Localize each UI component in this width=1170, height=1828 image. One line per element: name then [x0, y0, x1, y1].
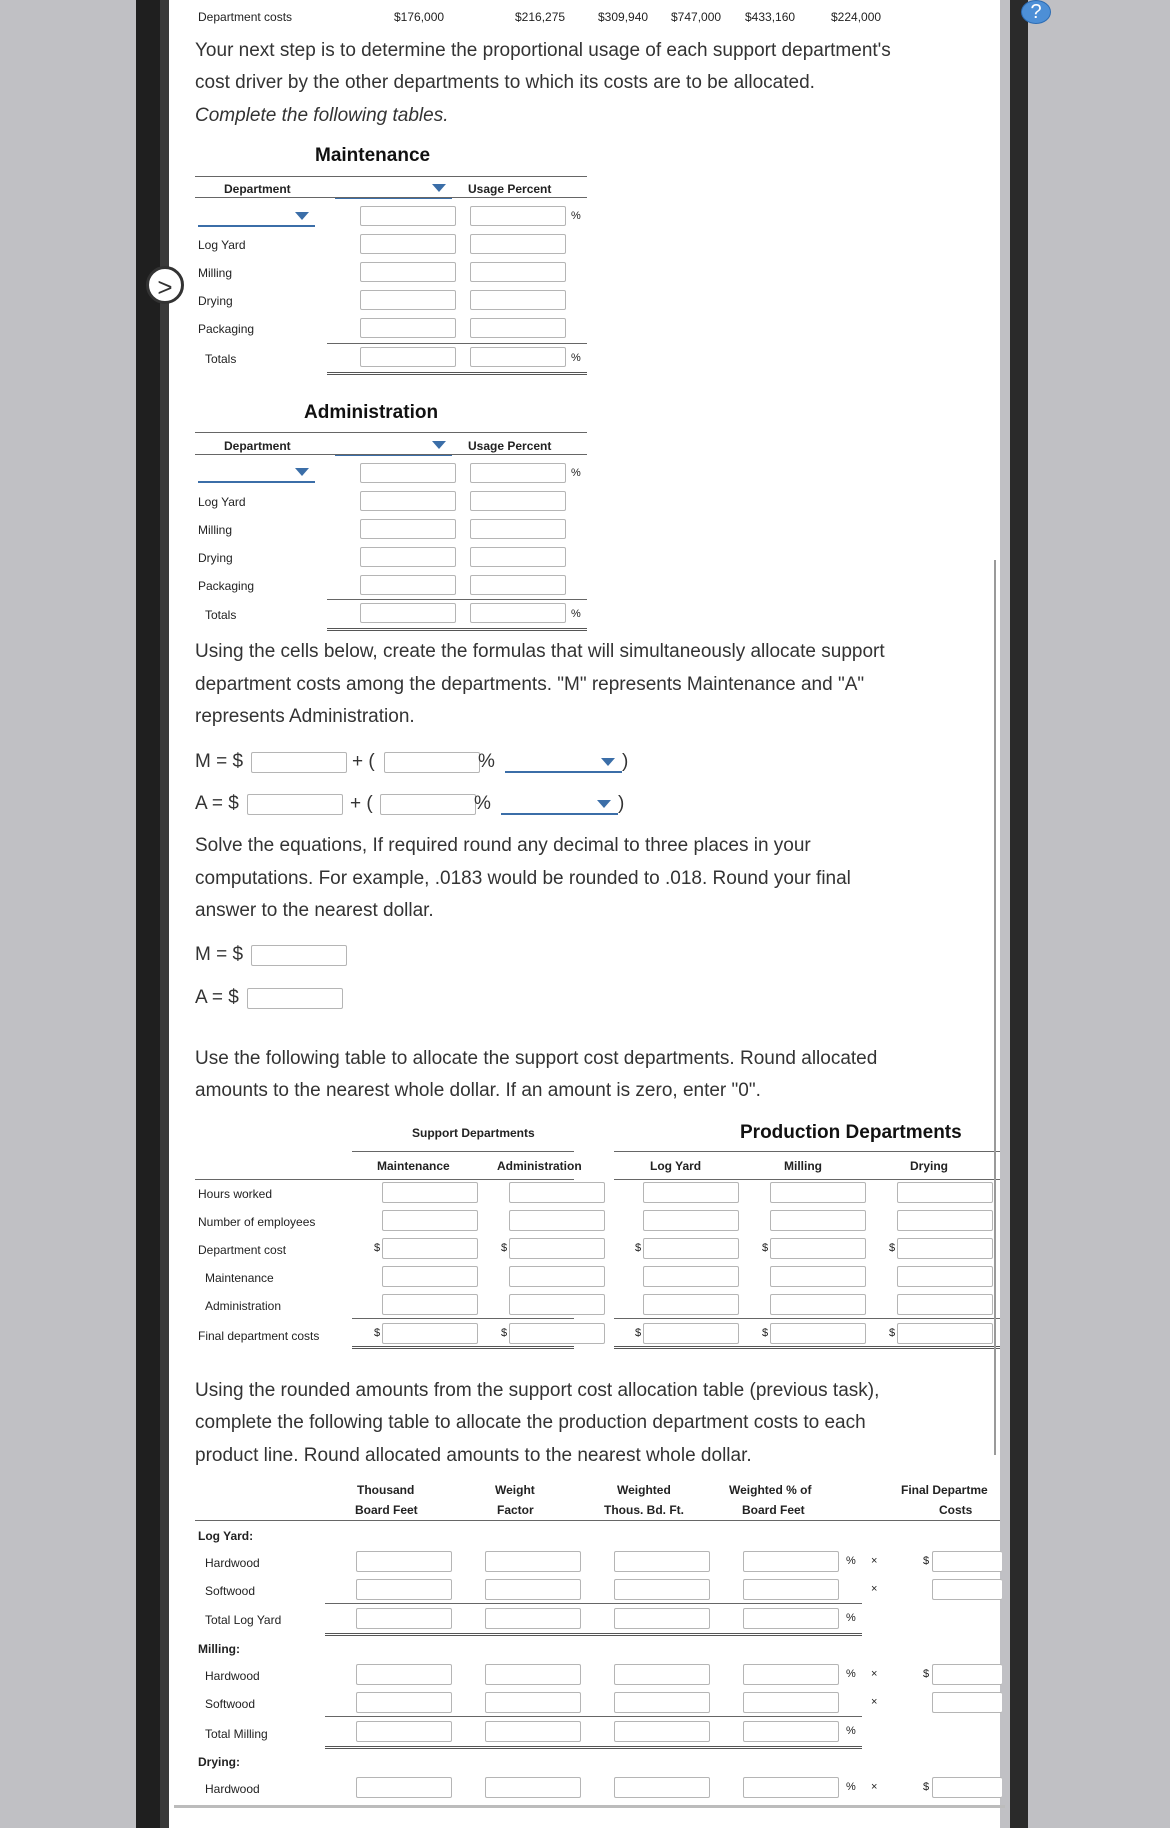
- a-constant-input[interactable]: [247, 794, 343, 815]
- hdr-line2: Board Feet: [355, 1503, 418, 1517]
- dollar-sign: $: [762, 1327, 769, 1339]
- product-input[interactable]: [485, 1551, 581, 1572]
- divider: [325, 1603, 862, 1604]
- col-usage-percent: Usage Percent: [468, 182, 552, 196]
- alloc-input[interactable]: [897, 1323, 993, 1344]
- maint-total-input[interactable]: [360, 347, 456, 367]
- maint-basis-input[interactable]: [360, 206, 456, 226]
- maint-total-pct-input[interactable]: [470, 347, 566, 367]
- product-input[interactable]: [743, 1551, 839, 1572]
- row-label: Milling: [198, 523, 233, 537]
- product-input[interactable]: [356, 1551, 452, 1572]
- dollar-sign: $: [635, 1242, 642, 1254]
- row-label: Hours worked: [198, 1187, 273, 1201]
- pct-sign: %: [846, 1725, 856, 1737]
- maintenance-title: Maintenance: [315, 145, 431, 166]
- row-label: Drying: [198, 294, 233, 308]
- alloc-input[interactable]: [509, 1238, 605, 1259]
- maint-basis-pct-input[interactable]: [470, 206, 566, 226]
- product-input[interactable]: [356, 1664, 452, 1685]
- dept-cost-value: $216,275: [515, 10, 566, 24]
- section-label: Milling:: [198, 1642, 240, 1656]
- product-input[interactable]: [614, 1608, 710, 1629]
- product-intro-2: complete the following table to allocate the production department costs to each: [195, 1412, 866, 1433]
- admin-total-input[interactable]: [360, 603, 456, 623]
- help-icon[interactable]: ?: [1021, 0, 1051, 24]
- dollar-sign: $: [374, 1242, 381, 1254]
- product-input[interactable]: [485, 1692, 581, 1713]
- section-label: Drying:: [198, 1755, 240, 1769]
- divider: [195, 454, 587, 455]
- alloc-input[interactable]: [897, 1238, 993, 1259]
- dollar-sign: $: [923, 1781, 930, 1793]
- col-maintenance: Maintenance: [377, 1159, 450, 1173]
- m-formula-label: M = $: [195, 751, 244, 772]
- col-drying: Drying: [910, 1159, 949, 1173]
- formula-intro-1: Using the cells below, create the formulas that will simultaneously allocate support: [195, 641, 885, 662]
- hdr-line2: Thous. Bd. Ft.: [604, 1503, 684, 1517]
- pct-sign: %: [846, 1612, 856, 1624]
- admin-packaging-input[interactable]: [360, 575, 456, 595]
- dollar-sign: $: [923, 1668, 930, 1680]
- col-department: Department: [224, 182, 291, 196]
- product-input[interactable]: [743, 1777, 839, 1798]
- times-sign: ×: [871, 1555, 878, 1567]
- a-variable-select[interactable]: [501, 813, 618, 815]
- hdr-line1: Thousand: [357, 1483, 415, 1497]
- m-variable-select[interactable]: [505, 771, 622, 773]
- maint-logyard-pct-input[interactable]: [470, 234, 566, 254]
- times-sign: ×: [871, 1781, 878, 1793]
- times-sign: ×: [871, 1583, 878, 1595]
- m-constant-input[interactable]: [251, 752, 347, 773]
- chevron-down-icon[interactable]: [597, 800, 611, 808]
- dollar-sign: $: [374, 1327, 381, 1339]
- product-input[interactable]: [743, 1608, 839, 1629]
- basis-select[interactable]: [198, 481, 315, 483]
- row-label: Final department costs: [198, 1329, 320, 1343]
- col-milling: Milling: [784, 1159, 822, 1173]
- formula-intro-2: department costs among the departments. "M" represents Maintenance and "A": [195, 674, 865, 695]
- product-input[interactable]: [356, 1692, 452, 1713]
- dollar-sign: $: [889, 1327, 896, 1339]
- maint-milling-pct-input[interactable]: [470, 262, 566, 282]
- dollar-sign: $: [923, 1555, 930, 1567]
- admin-milling-input[interactable]: [360, 519, 456, 539]
- divider: [195, 1520, 1000, 1521]
- admin-basis-pct-input[interactable]: [470, 463, 566, 483]
- col-logyard: Log Yard: [650, 1159, 702, 1173]
- product-input[interactable]: [485, 1777, 581, 1798]
- row-label: Softwood: [205, 1584, 256, 1598]
- close-paren: ): [622, 751, 629, 772]
- col-usage-percent: Usage Percent: [468, 439, 552, 453]
- pct-sign: %: [478, 751, 495, 772]
- row-label: Log Yard: [198, 238, 246, 252]
- solve-line-2: computations. For example, .0183 would be rounded to .018. Round your final: [195, 868, 851, 889]
- times-sign: ×: [871, 1668, 878, 1680]
- admin-total-pct-input[interactable]: [470, 603, 566, 623]
- support-header: Support Departments: [412, 1126, 535, 1140]
- pct-sign: %: [474, 793, 491, 814]
- a-solve-input[interactable]: [247, 988, 343, 1009]
- basis-select[interactable]: [198, 225, 315, 227]
- expand-arrow-icon[interactable]: >: [146, 266, 184, 304]
- row-label: Softwood: [205, 1697, 256, 1711]
- dollar-sign: $: [762, 1242, 769, 1254]
- divider: [352, 1318, 574, 1319]
- chevron-down-icon[interactable]: [295, 212, 309, 220]
- dept-cost-value: $433,160: [745, 10, 796, 24]
- alloc-input[interactable]: [382, 1294, 478, 1315]
- alloc-input[interactable]: [897, 1182, 993, 1203]
- final-cost-input[interactable]: [932, 1777, 1002, 1798]
- row-label: Hardwood: [205, 1556, 260, 1570]
- m-pct-input[interactable]: [384, 752, 480, 773]
- scrollbar[interactable]: [994, 560, 996, 1455]
- alloc-input[interactable]: [897, 1266, 993, 1287]
- hdr-line2: Costs: [939, 1503, 973, 1517]
- divider: [195, 1179, 574, 1180]
- alloc-input[interactable]: [509, 1266, 605, 1287]
- alloc-input[interactable]: [643, 1294, 739, 1315]
- pct-sign: %: [846, 1668, 856, 1680]
- formula-intro-3: represents Administration.: [195, 706, 415, 727]
- alloc-input[interactable]: [382, 1323, 478, 1344]
- product-input[interactable]: [614, 1777, 710, 1798]
- alloc-input[interactable]: [643, 1210, 739, 1231]
- product-input[interactable]: [614, 1551, 710, 1572]
- admin-milling-pct-input[interactable]: [470, 519, 566, 539]
- divider: [614, 1346, 1000, 1349]
- product-input[interactable]: [743, 1721, 839, 1742]
- dollar-sign: $: [501, 1327, 508, 1339]
- divider: [327, 599, 587, 600]
- dept-cost-value: $224,000: [831, 10, 882, 24]
- production-header: Production Departments: [740, 1122, 962, 1143]
- alloc-input[interactable]: [897, 1210, 993, 1231]
- close-paren: ): [618, 793, 625, 814]
- row-label: Packaging: [198, 322, 255, 336]
- maint-packaging-input[interactable]: [360, 318, 456, 338]
- pct-sign: %: [571, 467, 581, 479]
- dollar-sign: $: [889, 1242, 896, 1254]
- row-label: Administration: [205, 1299, 282, 1313]
- product-input[interactable]: [614, 1579, 710, 1600]
- divider: [325, 1716, 862, 1717]
- dept-costs-label: Department costs: [198, 10, 293, 24]
- product-input[interactable]: [485, 1664, 581, 1685]
- product-intro-3: product line. Round allocated amounts to the nearest whole dollar.: [195, 1445, 752, 1466]
- alloc-input[interactable]: [643, 1238, 739, 1259]
- a-pct-input[interactable]: [380, 794, 476, 815]
- divider: [195, 197, 587, 198]
- row-label: Milling: [198, 266, 233, 280]
- final-cost-input[interactable]: [932, 1692, 1002, 1713]
- alloc-input[interactable]: [770, 1266, 866, 1287]
- chevron-down-icon[interactable]: [432, 441, 446, 449]
- col-department: Department: [224, 439, 291, 453]
- divider: [352, 1346, 574, 1349]
- chevron-down-icon[interactable]: [601, 758, 615, 766]
- pct-sign: %: [846, 1555, 856, 1567]
- row-label: Hardwood: [205, 1782, 260, 1796]
- row-label: Department cost: [198, 1243, 287, 1257]
- chevron-down-icon[interactable]: [432, 184, 446, 192]
- divider: [327, 372, 587, 375]
- alloc-input[interactable]: [770, 1210, 866, 1231]
- product-input[interactable]: [743, 1579, 839, 1600]
- alloc-intro-2: amounts to the nearest whole dollar. If an amount is zero, enter "0".: [195, 1080, 761, 1101]
- dollar-sign: $: [501, 1242, 508, 1254]
- admin-basis-input[interactable]: [360, 463, 456, 483]
- divider: [327, 343, 587, 344]
- alloc-input[interactable]: [509, 1210, 605, 1231]
- m-solve-input[interactable]: [251, 945, 347, 966]
- alloc-intro-1: Use the following table to allocate the support cost departments. Round allocated: [195, 1048, 878, 1069]
- maint-milling-input[interactable]: [360, 262, 456, 282]
- totals-label: Totals: [205, 608, 237, 622]
- plus-paren: + (: [352, 751, 375, 772]
- m-solve-label: M = $: [195, 944, 244, 965]
- final-cost-input[interactable]: [932, 1579, 1002, 1600]
- alloc-input[interactable]: [382, 1210, 478, 1231]
- alloc-input[interactable]: [509, 1323, 605, 1344]
- row-label: Total Milling: [205, 1727, 268, 1741]
- pct-sign: %: [846, 1781, 856, 1793]
- divider: [614, 1151, 1000, 1152]
- row-label: Drying: [198, 551, 233, 565]
- row-label: Number of employees: [198, 1215, 316, 1229]
- maint-drying-pct-input[interactable]: [470, 290, 566, 310]
- product-input[interactable]: [614, 1692, 710, 1713]
- product-input[interactable]: [614, 1664, 710, 1685]
- divider: [325, 1746, 862, 1749]
- alloc-input[interactable]: [897, 1294, 993, 1315]
- divider: [325, 1633, 862, 1636]
- dollar-sign: $: [635, 1327, 642, 1339]
- divider: [614, 1318, 1000, 1319]
- alloc-input[interactable]: [509, 1294, 605, 1315]
- row-label: Packaging: [198, 579, 255, 593]
- intro-instruction: Complete the following tables.: [195, 105, 449, 126]
- row-label: Total Log Yard: [205, 1613, 282, 1627]
- alloc-input[interactable]: [643, 1266, 739, 1287]
- solve-line-3: answer to the nearest dollar.: [195, 900, 434, 921]
- chevron-down-icon[interactable]: [295, 468, 309, 476]
- pct-sign: %: [571, 608, 581, 620]
- product-input[interactable]: [356, 1777, 452, 1798]
- admin-drying-pct-input[interactable]: [470, 547, 566, 567]
- product-input[interactable]: [485, 1608, 581, 1629]
- product-intro-1: Using the rounded amounts from the support cost allocation table (previous task),: [195, 1380, 880, 1401]
- section-label: Log Yard:: [198, 1529, 254, 1543]
- plus-paren: + (: [350, 793, 373, 814]
- maint-packaging-pct-input[interactable]: [470, 318, 566, 338]
- hdr-line1: Weight: [495, 1483, 535, 1497]
- alloc-input[interactable]: [382, 1266, 478, 1287]
- row-label: Hardwood: [205, 1669, 260, 1683]
- admin-logyard-input[interactable]: [360, 491, 456, 511]
- hdr-line2: Board Feet: [742, 1503, 805, 1517]
- maint-logyard-input[interactable]: [360, 234, 456, 254]
- final-cost-input[interactable]: [932, 1551, 1002, 1572]
- product-input[interactable]: [743, 1664, 839, 1685]
- col-administration: Administration: [497, 1159, 582, 1173]
- a-solve-label: A = $: [195, 987, 239, 1008]
- times-sign: ×: [871, 1696, 878, 1708]
- pct-sign: %: [571, 210, 581, 222]
- divider: [327, 628, 587, 631]
- divider: [352, 1151, 574, 1152]
- administration-title: Administration: [304, 402, 439, 423]
- hdr-line1: Weighted: [617, 1483, 671, 1497]
- alloc-input[interactable]: [770, 1238, 866, 1259]
- product-input[interactable]: [356, 1721, 452, 1742]
- product-input[interactable]: [614, 1721, 710, 1742]
- alloc-input[interactable]: [643, 1323, 739, 1344]
- product-input[interactable]: [485, 1721, 581, 1742]
- pct-sign: %: [571, 352, 581, 364]
- product-input[interactable]: [485, 1579, 581, 1600]
- alloc-input[interactable]: [770, 1182, 866, 1203]
- dept-cost-value: $309,940: [598, 10, 649, 24]
- alloc-input[interactable]: [770, 1294, 866, 1315]
- admin-logyard-pct-input[interactable]: [470, 491, 566, 511]
- a-formula-label: A = $: [195, 793, 239, 814]
- alloc-input[interactable]: [509, 1182, 605, 1203]
- intro-line-1: Your next step is to determine the proportional usage of each support department's: [195, 40, 891, 61]
- solve-line-1: Solve the equations, If required round any decimal to three places in your: [195, 835, 811, 856]
- right-frame-bar: [1010, 0, 1028, 1828]
- intro-line-2: cost driver by the other departments to which its costs are to be allocated.: [195, 72, 815, 93]
- row-label: Log Yard: [198, 495, 246, 509]
- admin-packaging-pct-input[interactable]: [470, 575, 566, 595]
- product-input[interactable]: [356, 1608, 452, 1629]
- divider: [195, 176, 587, 177]
- dept-cost-value: $747,000: [671, 10, 722, 24]
- hdr-line1: Final Departme: [901, 1483, 988, 1497]
- divider: [614, 1179, 1000, 1180]
- hdr-line2: Factor: [497, 1503, 534, 1517]
- final-cost-input[interactable]: [932, 1664, 1002, 1685]
- hdr-line1: Weighted % of: [729, 1483, 812, 1497]
- dept-cost-value: $176,000: [394, 10, 445, 24]
- alloc-input[interactable]: [643, 1182, 739, 1203]
- alloc-input[interactable]: [382, 1238, 478, 1259]
- product-input[interactable]: [356, 1579, 452, 1600]
- alloc-input[interactable]: [770, 1323, 866, 1344]
- maint-drying-input[interactable]: [360, 290, 456, 310]
- alloc-input[interactable]: [382, 1182, 478, 1203]
- product-input[interactable]: [743, 1692, 839, 1713]
- totals-label: Totals: [205, 352, 237, 366]
- row-label: Maintenance: [205, 1271, 274, 1285]
- admin-drying-input[interactable]: [360, 547, 456, 567]
- divider: [195, 432, 587, 433]
- bottom-divider: [174, 1805, 1005, 1808]
